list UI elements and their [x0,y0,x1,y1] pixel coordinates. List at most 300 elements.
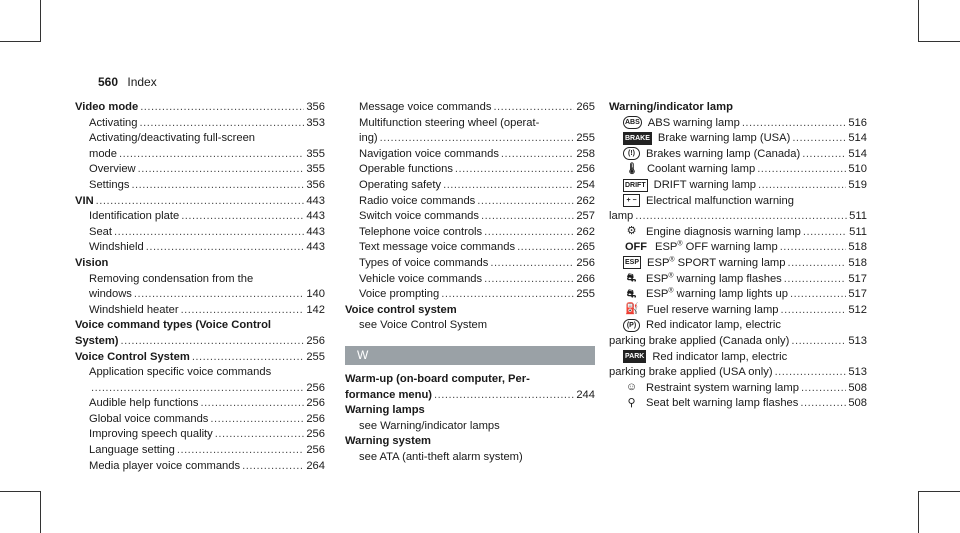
entry-label: ing) [359,132,378,145]
page-reference[interactable]: 517 [848,272,867,285]
index-subentry [75,412,325,428]
index-entry [345,388,595,404]
entry-text [75,194,94,210]
entry-text [89,178,129,194]
crop-mark [919,491,960,492]
page-reference[interactable]: 257 [576,210,595,223]
entry-label: Message voice commands [359,101,492,113]
entry-text [89,412,208,428]
dot-leader [114,225,304,241]
index-subentry [345,162,595,178]
entry-text [345,403,425,419]
entry-label: Coolant warning lamp [646,163,756,176]
dot-leader [91,381,304,397]
esp-off-icon: OFF [625,240,647,253]
index-subentry [345,318,595,334]
entry-text [89,225,112,241]
dot-leader [140,116,305,132]
page-reference[interactable]: 517 [848,288,867,301]
index-subentry [345,419,595,435]
index-subentry [345,225,595,241]
entry-text [623,287,788,303]
dot-leader [134,287,304,303]
entry-text [89,303,179,319]
drift-lamp-icon: DRIFT [623,179,648,192]
entry-text [89,365,271,381]
entry-label: Navigation voice commands [359,147,499,160]
dot-leader [441,287,574,303]
index-subentry [609,272,867,288]
entry-label: Switch voice commands [359,210,479,223]
index-entry [75,350,325,366]
page-reference[interactable]: 355 [306,147,325,160]
entry-text [89,240,144,256]
index-letter-heading: W [345,346,595,365]
page-reference[interactable]: 254 [576,178,595,191]
entry-text [359,419,500,435]
dot-leader [181,209,304,225]
dot-leader [517,240,574,256]
entry-text [359,318,487,334]
entry-label: Media player voice commands [89,459,241,472]
dot-leader [791,334,846,350]
entry-text [623,225,801,241]
page-reference[interactable]: 255 [576,288,595,301]
page-reference[interactable]: 510 [848,163,867,176]
entry-text [89,396,198,412]
page-reference[interactable]: 511 [849,225,867,238]
crop-mark [919,41,960,42]
dot-leader [780,240,847,256]
entry-label: Text message voice commands [359,241,516,254]
entry-label: Telephone voice controls [359,225,483,238]
dot-leader [215,427,305,443]
index-subentry [75,209,325,225]
dot-leader [490,256,574,272]
page-reference[interactable]: 244 [576,388,595,401]
index-entry [75,318,325,334]
page-reference[interactable]: 256 [306,412,325,425]
dot-leader [200,396,304,412]
index-subentry [345,240,595,256]
index-subentry [609,350,867,366]
entry-label-cont: warning lamp lights up [673,288,788,301]
entry-label: Identification plate [89,210,180,223]
dot-leader [481,209,574,225]
dot-leader [775,365,847,381]
entry-label: Voice Control System [75,350,190,363]
page-reference[interactable]: 265 [576,241,595,254]
entry-text [359,272,482,288]
entry-text [89,427,213,443]
page-reference[interactable]: 255 [576,132,595,145]
entry-label: Improving speech quality [89,428,213,441]
entry-text [345,303,457,319]
entry-label: Audible help functions [89,397,199,410]
entry-text [359,194,475,210]
entry-label: Settings [89,178,130,191]
entry-label: Activating/deactivating full-screen [89,132,256,145]
registered-mark: ® [668,271,674,279]
coolant-lamp-icon: 🌡 [625,162,639,175]
page-reference[interactable]: 518 [848,241,867,254]
fuel-icon: ⛽ [625,303,639,316]
registered-mark: ® [669,256,675,264]
entry-text [359,256,488,272]
entry-label: Global voice commands [89,412,209,425]
page-reference[interactable]: 256 [576,163,595,176]
index-subentry [345,450,595,466]
index-subentry [75,178,325,194]
index-subentry [609,194,867,210]
page-reference[interactable]: 264 [306,459,325,472]
page-reference[interactable]: 356 [306,101,325,113]
index-subentry [75,116,325,132]
entry-label: Warning system [345,435,431,448]
index-subentry [75,443,325,459]
entry-text [359,131,378,147]
page-reference[interactable]: 256 [306,444,325,457]
page-reference[interactable]: 443 [306,225,325,238]
entry-label: Warm-up (on-board computer, Per- [345,372,530,385]
page-number: 560 [98,75,119,89]
index-subentry [75,225,325,241]
brake-lamp-icon: BRAKE [623,132,652,145]
dot-leader [434,388,574,404]
page-reference[interactable]: 508 [848,397,867,410]
abs-lamp-icon: ABS [623,116,642,129]
entry-label: Radio voice commands [359,194,476,207]
page-reference[interactable]: 512 [848,303,867,316]
page-reference[interactable]: 140 [306,288,325,301]
entry-text [623,303,779,319]
index-subentry [609,396,867,412]
registered-mark: ® [677,240,683,248]
entry-label: Activating [89,116,138,129]
page-reference[interactable]: 256 [306,397,325,410]
entry-label: see Voice Control System [359,319,488,332]
page-reference[interactable]: 256 [306,334,325,347]
restraint-icon: ☺ [625,381,638,394]
index-subentry [75,365,325,381]
index-subentry [609,116,867,132]
entry-label: Electrical malfunction warning [646,194,794,207]
page-reference[interactable]: 256 [576,256,595,269]
page-reference[interactable]: 514 [848,132,867,145]
dot-leader [742,116,847,132]
entry-text [623,350,787,366]
entry-label: Vehicle voice commands [359,272,483,285]
entry-label: Red indicator lamp, electric [652,350,788,363]
page-reference[interactable]: 262 [576,225,595,238]
section-title: Index [127,75,157,89]
entry-text [609,100,733,116]
entry-text [75,256,108,272]
index-subentry [609,178,867,194]
entry-text [623,318,781,334]
entry-label: lamp [609,210,634,223]
index-subentry [345,178,595,194]
entry-label: Voice prompting [359,288,440,301]
entry-label: Operating safety [359,178,442,191]
index-subentry [609,240,867,256]
entry-text [89,272,253,288]
seat-belt-icon: ⚲ [627,396,636,409]
page-reference[interactable]: 355 [306,163,325,176]
crop-mark [40,0,41,42]
crop-mark [918,491,919,533]
battery-icon: + − [623,194,640,207]
index-subentry [609,147,867,163]
page-reference[interactable]: 443 [306,241,325,254]
index-column-1 [75,100,325,474]
entry-label: Fuel reserve warning lamp [646,303,779,316]
page-reference[interactable]: 508 [848,381,867,394]
entry-label-cont: SPORT warning lamp [674,256,786,269]
index-subentry [609,162,867,178]
dot-leader [96,194,305,210]
index-subentry [345,116,595,132]
index-subentry [75,381,325,397]
entry-label: Overview [89,163,136,176]
index-subentry [609,287,867,303]
entry-label: Multifunction steering wheel (operat- [359,116,540,129]
entry-label: see ATA (anti-theft alarm system) [359,450,523,463]
entry-label: parking brake applied (USA only) [609,366,773,379]
page-reference[interactable]: 258 [576,147,595,160]
dot-leader [477,194,574,210]
dot-leader [443,178,574,194]
index-subentry [75,287,325,303]
index-subentry [609,381,867,397]
entry-label-cont: warning lamp flashes [673,272,782,285]
entry-text [623,396,798,412]
entry-text [89,209,179,225]
entry-label: mode [89,147,117,160]
index-subentry [609,303,867,319]
entry-text [623,131,790,147]
entry-text [359,116,539,132]
index-subentry [345,100,595,116]
entry-text [89,147,117,163]
entry-text [609,209,633,225]
entry-text [359,225,482,241]
dot-leader [801,381,846,397]
esp-sport-icon: ESP [623,256,641,269]
entry-label: Windshield [89,241,144,254]
index-subentry [75,396,325,412]
entry-text [359,240,515,256]
entry-text [623,272,782,288]
entry-label-cont: OFF warning lamp [682,241,778,254]
entry-text [623,178,756,194]
page-reference[interactable]: 256 [306,428,325,441]
index-subentry [75,272,325,288]
index-entry [345,403,595,419]
dot-leader [781,303,847,319]
index-entry [345,434,595,450]
entry-text [359,147,499,163]
page-reference[interactable]: 142 [306,303,325,316]
page-reference[interactable]: 513 [848,334,867,347]
index-column-2 [345,100,595,465]
index-subentry [609,131,867,147]
index-entry [75,100,325,116]
page-reference[interactable]: 513 [848,366,867,379]
page-reference[interactable]: 255 [306,350,325,363]
entry-label: Brakes warning lamp (Canada) [646,147,801,160]
index-subentry [609,256,867,272]
index-subentry [609,225,867,241]
index-subentry [609,365,867,381]
dot-leader [121,334,305,350]
index-subentry [75,131,325,147]
index-entry [345,372,595,388]
entry-label: ABS warning lamp [647,116,740,129]
entry-text [623,381,799,397]
entry-label: VIN [75,194,94,207]
entry-label: ESP [655,241,678,254]
page-reference[interactable]: 266 [576,272,595,285]
entry-label: Windshield heater [89,303,179,316]
index-subentry [345,194,595,210]
index-subentry [609,209,867,225]
entry-label: see Warning/indicator lamps [359,419,500,432]
entry-label: Restraint system warning lamp [646,381,799,394]
dot-leader [484,225,574,241]
index-subentry [345,272,595,288]
index-subentry [75,162,325,178]
entry-label: Removing condensation from the [89,272,254,285]
entry-label: Video mode [75,101,139,113]
crop-mark [0,41,40,42]
entry-text [89,116,138,132]
page-header [98,75,157,89]
entry-label: windows [89,288,132,301]
dot-leader [192,350,305,366]
dot-leader [455,162,574,178]
index-entry [345,303,595,319]
dot-leader [635,209,847,225]
entry-text [75,100,138,116]
crop-mark [0,491,40,492]
dot-leader [493,100,574,116]
dot-leader [800,396,846,412]
page-reference[interactable]: 518 [848,256,867,269]
dot-leader [757,162,846,178]
entry-text [89,131,255,147]
entry-label: Warning/indicator lamp [609,101,733,113]
entry-label: Engine diagnosis warning lamp [646,225,801,238]
index-subentry [345,147,595,163]
dot-leader [790,287,846,303]
entry-text [359,450,523,466]
dot-leader [140,100,304,116]
entry-text [623,162,755,178]
dot-leader [802,147,846,163]
page-reference[interactable]: 443 [306,194,325,207]
index-subentry [345,209,595,225]
dot-leader [131,178,304,194]
esp-icon: ⛐ [626,272,637,285]
entry-label: Operable functions [359,163,453,176]
index-entry [609,100,867,116]
dot-leader [803,225,847,241]
entry-text [89,443,175,459]
index-subentry [75,240,325,256]
entry-label: DRIFT warning lamp [653,178,756,191]
entry-label: Application specific voice commands [89,366,272,379]
dot-leader [181,303,305,319]
dot-leader [501,147,574,163]
dot-leader [146,240,305,256]
dot-leader [119,147,304,163]
entry-label: Voice control system [345,303,457,316]
page-reference[interactable]: 356 [306,178,325,191]
page-reference[interactable]: 519 [848,178,867,191]
entry-text [89,459,240,475]
page-reference[interactable]: 511 [849,210,867,223]
esp-icon-2: ⛐ [626,287,637,300]
page-reference[interactable]: 256 [306,381,325,394]
crop-mark [918,0,919,42]
page-reference[interactable]: 353 [306,116,325,129]
entry-label: Language setting [89,444,175,457]
entry-label: System) [75,334,119,347]
index-entry [75,334,325,350]
entry-text [623,116,740,132]
page-reference[interactable]: 516 [848,116,867,129]
index-subentry [609,318,867,334]
entry-text [75,318,271,334]
page-reference[interactable]: 514 [848,147,867,160]
entry-label: Brake warning lamp (USA) [657,132,791,145]
entry-label: Seat belt warning lamp flashes [646,397,799,410]
entry-text [359,287,439,303]
entry-label: Red indicator lamp, electric [646,319,781,332]
dot-leader [787,256,846,272]
index-subentry [345,256,595,272]
index-subentry [345,131,595,147]
dot-leader [758,178,846,194]
page-reference[interactable]: 262 [576,194,595,207]
entry-text [359,162,453,178]
park-icon: PARK [623,350,646,363]
index-subentry [345,287,595,303]
entry-text [609,365,773,381]
registered-mark: ® [668,287,674,295]
crop-mark [40,491,41,533]
index-subentry [609,334,867,350]
index-entry [75,256,325,272]
dot-leader [177,443,304,459]
entry-label: Warning lamps [345,404,425,417]
entry-text [89,287,132,303]
parking-brake-icon: (P) [623,319,640,332]
page-reference[interactable]: 443 [306,210,325,223]
dot-leader [380,131,575,147]
entry-text [345,388,432,404]
entry-text [623,240,778,256]
entry-text [623,256,785,272]
entry-text [359,178,441,194]
page-reference[interactable]: 265 [576,101,595,113]
entry-label: formance menu) [345,388,433,401]
entry-label: ESP [646,272,669,285]
index-subentry [75,147,325,163]
entry-text [359,209,479,225]
dot-leader [242,459,304,475]
